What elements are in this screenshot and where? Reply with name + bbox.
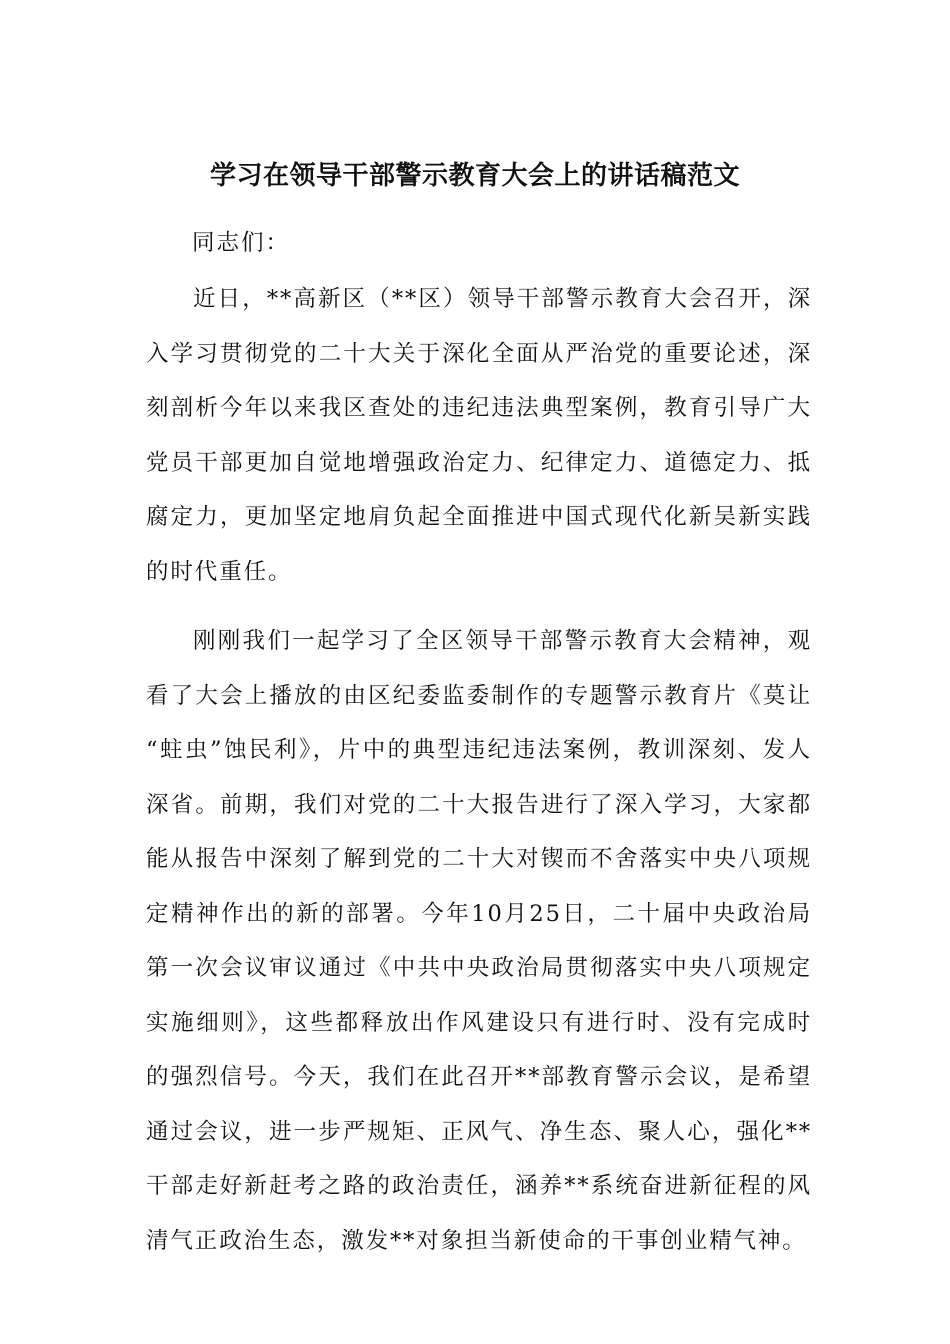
paragraph-main: 刚刚我们一起学习了全区领导干部警示教育大会精神，观看了大会上播放的由区纪委监委制作的专题警示教育片《莫让“蛀虫”蚀民利》，片中的典型违纪违法案例，教训深刻、发人深省。前期，我们对党的二十大报告进行了深入学习，大家都能从报告中深刻了解到党的二十大对锲而不舍落实中央八项规定精神作出的新的部署。今年10月25日，二十届中央政治局第一次会议审议通过《中共中央政治局贯彻落实中央八项规定实施细则》，这些都释放出作风建设只有进行时、没有完成时的强烈信号。今天，我们在此召开**部教育警示会议，是希望通过会议，进一步严规矩、正风气、净生态、聚人心，强化**干部走好新赶考之路的政治责任，涵养**系统奋进新征程的风清气正政治生态，激发**对象担当新使命的干事创业精气神。 [146,628,812,1254]
salutation: 同志们： [192,230,291,256]
paragraph-intro: 近日，**高新区（**区）领导干部警示教育大会召开，深入学习贯彻党的二十大关于深化全面从严治党的重要论述，深刻剖析今年以来我区查处的违纪违法典型案例，教育引导广大党员干部更加自觉地增强政治定力、纪律定力、道德定力、抵腐定力，更加坚定地肩负起全面推进中国式现代化新吴新实践的时代重任。 [146,286,812,585]
document-title: 学习在领导干部警示教育大会上的讲话稿范文 [209,161,740,191]
